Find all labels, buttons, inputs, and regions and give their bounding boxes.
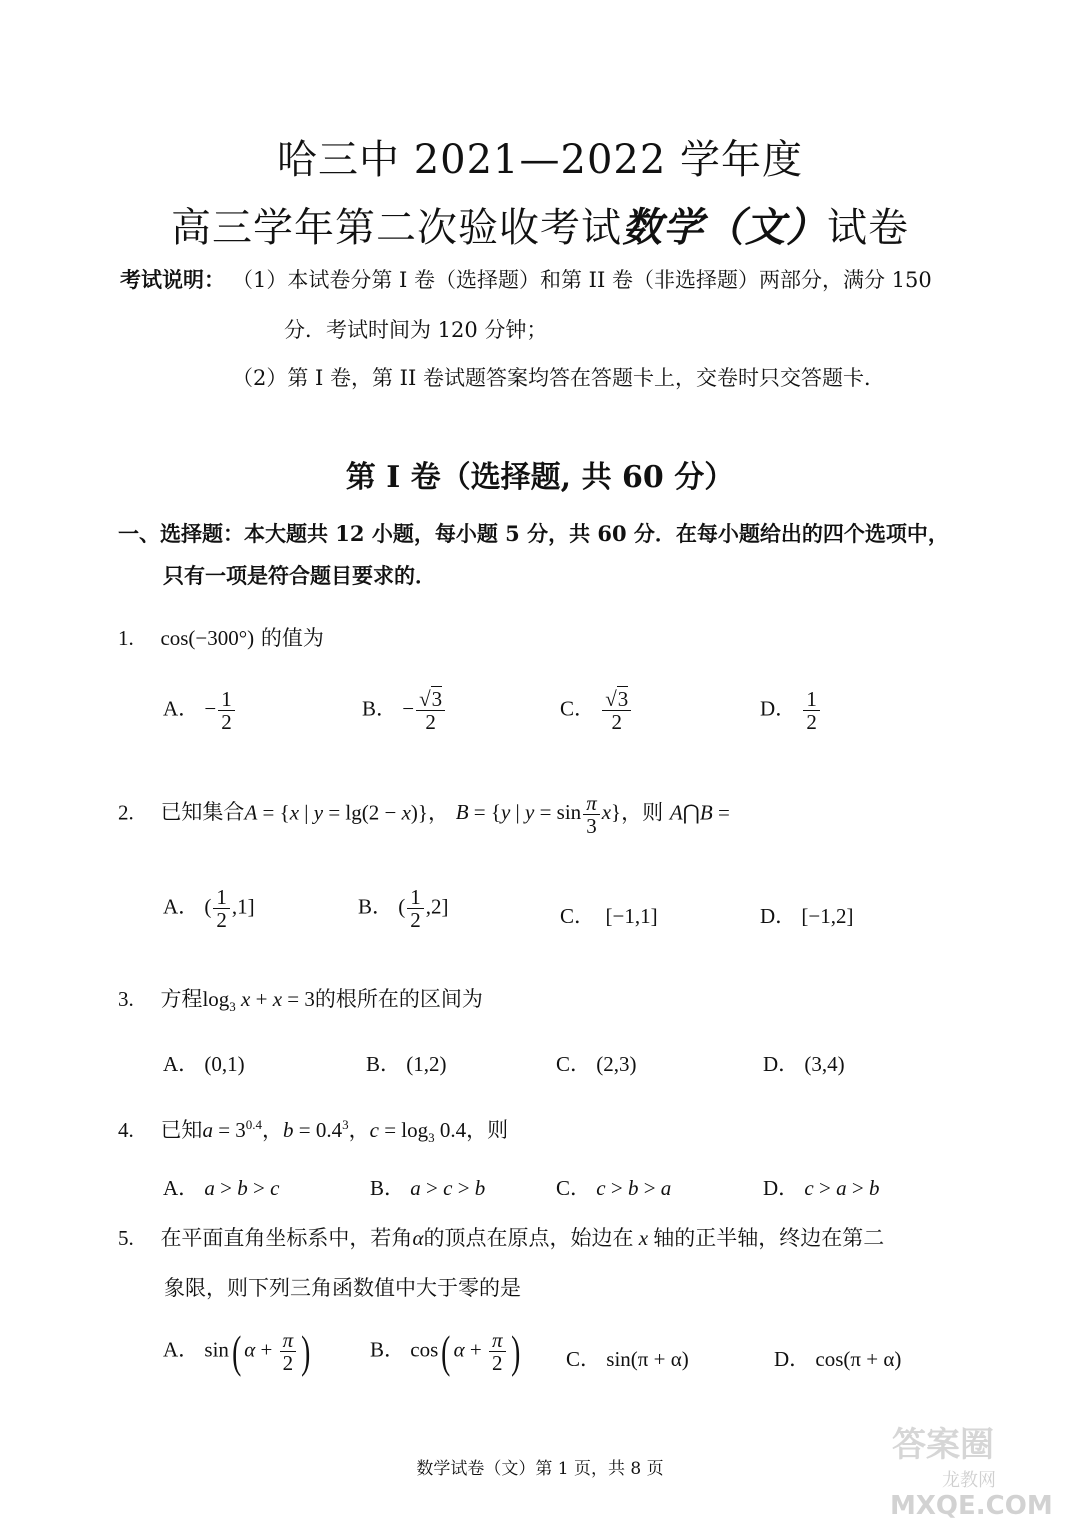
notes-label: 考试说明： xyxy=(120,267,225,292)
question-1: 1. cos(−300°) 的值为 xyxy=(118,626,324,650)
watermark-logo xyxy=(882,1412,1072,1522)
watermark-text-3: 龙教网 xyxy=(942,1470,996,1491)
q3-option-c[interactable]: C． (2,3) xyxy=(556,1052,637,1076)
notes-item-2: （2）第 I 卷，第 II 卷试题答案均答在答题卡上，交卷时只交答题卡． xyxy=(232,366,885,390)
question-5-line-2: 象限，则下列三角函数值中大于零的是 xyxy=(164,1276,521,1300)
q2-option-b[interactable]: B． ( $\frac{1}{2}$ ,2] xyxy=(358,885,449,933)
question-3: 3. 方程$\log_3 x + x = 3$的根所在的区间为 xyxy=(118,987,483,1015)
q4-option-b[interactable]: B． a > c > b xyxy=(370,1176,486,1200)
notes-item-1-line-2: 分．考试时间为 120 分钟； xyxy=(284,318,548,342)
q5-option-b[interactable]: B． cos( α + $\frac{\pi}{2}$ ) xyxy=(370,1326,520,1377)
q4-option-c[interactable]: C． c > b > a xyxy=(556,1176,672,1200)
watermark-text-2: MXQE.COM xyxy=(890,1491,1053,1521)
question-2: 2. 已知集合A = {x | y = lg(2 − x)}， B = {y | y = sin $\frac{\pi}{3}$ x}，则 A⋂B = xyxy=(118,791,730,839)
notes-item-1-line-1: （1）本试卷分第 I 卷（选择题）和第 II 卷（非选择题）两部分，满分 150 xyxy=(232,268,932,292)
q2-option-c[interactable]: C． [−1,1] xyxy=(560,904,658,928)
q5-option-a[interactable]: A． sin( α + $\frac{\pi}{2}$ ) xyxy=(163,1326,311,1377)
q2-option-a[interactable]: A． ( $\frac{1}{2}$ ,1] xyxy=(163,885,255,933)
question-number: 4. xyxy=(118,1118,134,1142)
question-5: 5. 在平面直角坐标系中，若角α的顶点在原点，始边在 x 轴的正半轴，终边在第二 xyxy=(118,1226,885,1250)
q3-option-d[interactable]: D． (3,4) xyxy=(763,1052,845,1076)
q4-option-a[interactable]: A． a > b > c xyxy=(163,1176,280,1200)
watermark-text-1: 答案圈 xyxy=(892,1425,994,1465)
section-heading: 第 I 卷（选择题, 共 60 分） xyxy=(345,460,735,495)
title-line-1: 哈三中 2021—2022 学年度 xyxy=(276,137,804,183)
q1-option-b[interactable]: B． − $\frac{√3}{2}$ xyxy=(362,688,447,733)
page-footer: 数学试卷（文）第 1 页，共 8 页 xyxy=(416,1459,664,1479)
question-number: 2. xyxy=(118,800,134,825)
q5-option-d[interactable]: D． cos(π + α) xyxy=(774,1347,902,1371)
question-4: 4. 已知$a = 3^{0.4}$，$b = 0.4^3$，$c = \log_3 0.4$，则 xyxy=(118,1117,509,1146)
question-number: 3. xyxy=(118,987,134,1011)
title-line-2: 高三学年第二次验收考试数学（文）试卷 xyxy=(171,204,909,251)
watermark-icon xyxy=(882,1412,1072,1522)
section-instructions-line-1: 一、选择题：本大题共 12 小题，每小题 5 分，共 60 分．在每小题给出的四个选项中， xyxy=(118,521,949,546)
q1-option-c[interactable]: C． $\frac{√3}{2}$ xyxy=(560,688,633,733)
q5-option-c[interactable]: C． sin(π + α) xyxy=(566,1347,689,1371)
q2-option-d[interactable]: D． [−1,2] xyxy=(760,904,854,928)
question-number: 1. xyxy=(118,626,134,650)
section-instructions-line-2: 只有一项是符合题目要求的． xyxy=(163,563,436,588)
q3-option-b[interactable]: B． (1,2) xyxy=(366,1052,447,1076)
q1-option-a[interactable]: A． − $\frac{1}{2}$ xyxy=(163,688,237,733)
q4-option-d[interactable]: D． c > a > b xyxy=(763,1176,880,1200)
q1-option-d[interactable]: D． $\frac{1}{2}$ xyxy=(760,688,822,733)
question-number: 5. xyxy=(118,1226,134,1250)
q3-option-a[interactable]: A． (0,1) xyxy=(163,1052,245,1076)
